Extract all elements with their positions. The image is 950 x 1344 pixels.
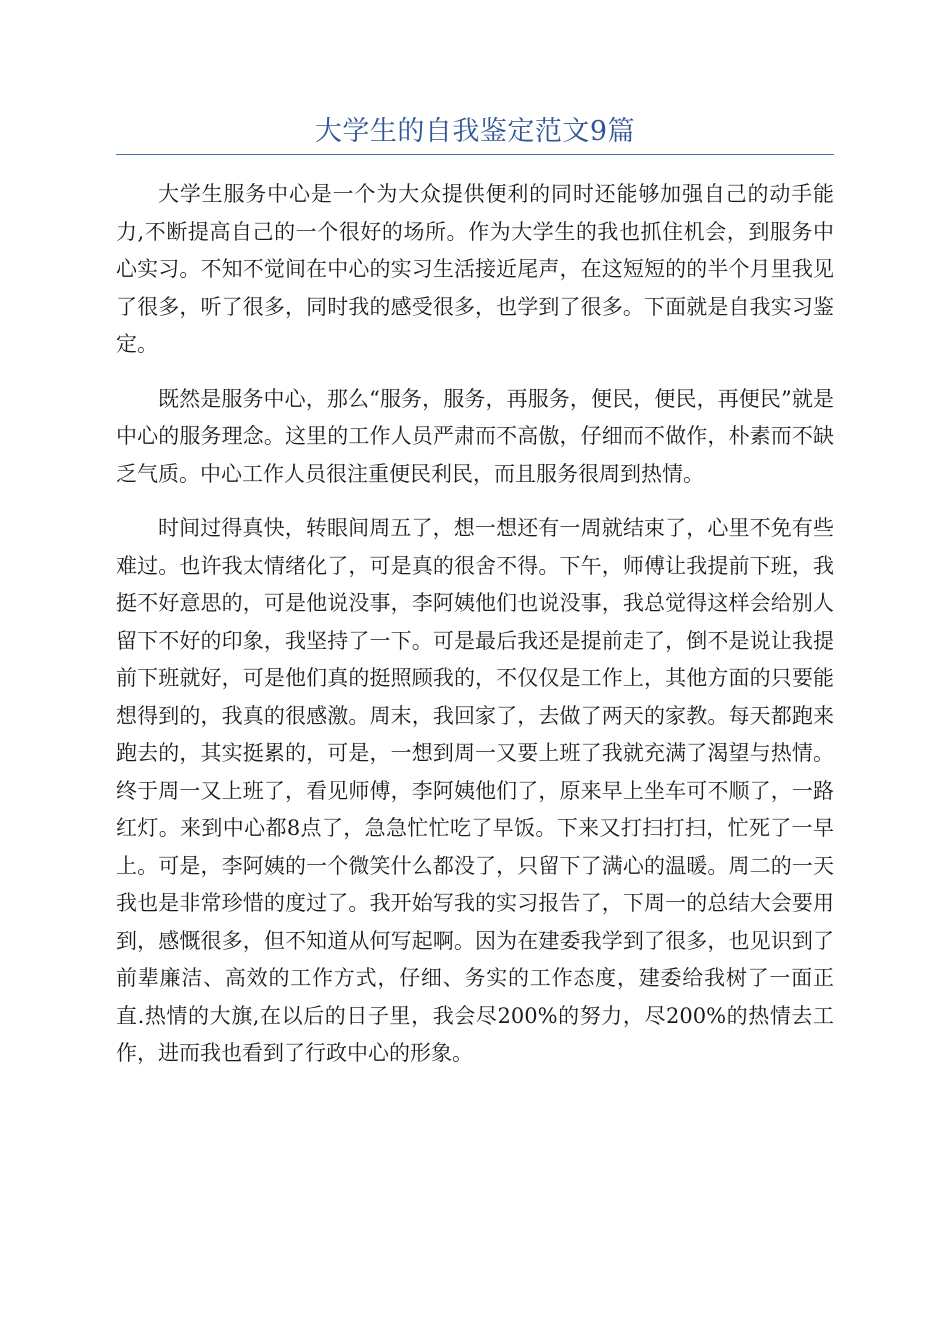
document-body: [116, 176, 834, 1090]
paragraph-2: 既然是服务中心，那么“服务，服务，再服务，便民，便民，再便民”就是中心的服务理念。这里的工作人员严肃而不高傲，仔细而不做作，朴素而不缺乏气质。中心工作人员很注重便民利民，而且服务很周到热情。: [116, 386, 834, 486]
document-title: 大学生的自我鉴定范文9篇: [314, 116, 636, 147]
paragraph-3: 时间过得真快，转眼间周五了，想一想还有一周就结束了，心里不免有些难过。也许我太情绪化了，可是真的很舍不得。下午，师傅让我提前下班，我挺不好意思的，可是他说没事，李阿姨他们也说没事，我总觉得这样会给别人留下不好的印象，我坚持了一下。可是最后我还是提前走了，倒不是说让我提前下班就好，可是他们真的挺照顾我的，不仅仅是工作上，其他方面的只要能想得到的，我真的很感激。周末，我回家了，去做了两天的家教。每天都跑来跑去的，其实挺累的，可是，一想到周一又要上班了我就充满了渴望与热情。终于周一又上班了，看见师傅，李阿姨他们了，原来早上坐车可不顺了，一路红灯。来到中心都8点了，急急忙忙吃了早饭。下来又打扫打扫，忙死了一早上。可是，李阿姨的一个微笑什么都没了，只留下了满心的温暖。周二的一天我也是非常珍惜的度过了。我开始写我的实习报告了，下周一的总结大会要用到，感慨很多，但不知道从何写起啊。因为在建委我学到了很多，也见识到了前辈廉洁、高效的工作方式，仔细、务实的工作态度，建委给我树了一面正直.热情的大旗,在以后的日子里，我会尽200%的努力，尽200%的热情去工作，进而我也看到了行政中心的形象。: [116, 516, 834, 1065]
title-underline: [116, 154, 834, 155]
paragraph-1: 大学生服务中心是一个为大众提供便利的同时还能够加强自己的动手能力,不断提高自己的一个很好的场所。作为大学生的我也抓住机会，到服务中心实习。不知不觉间在中心的实习生活接近尾声，在这短短的的半个月里我见了很多，听了很多，同时我的感受很多，也学到了很多。下面就是自我实习鉴定。: [116, 182, 834, 356]
